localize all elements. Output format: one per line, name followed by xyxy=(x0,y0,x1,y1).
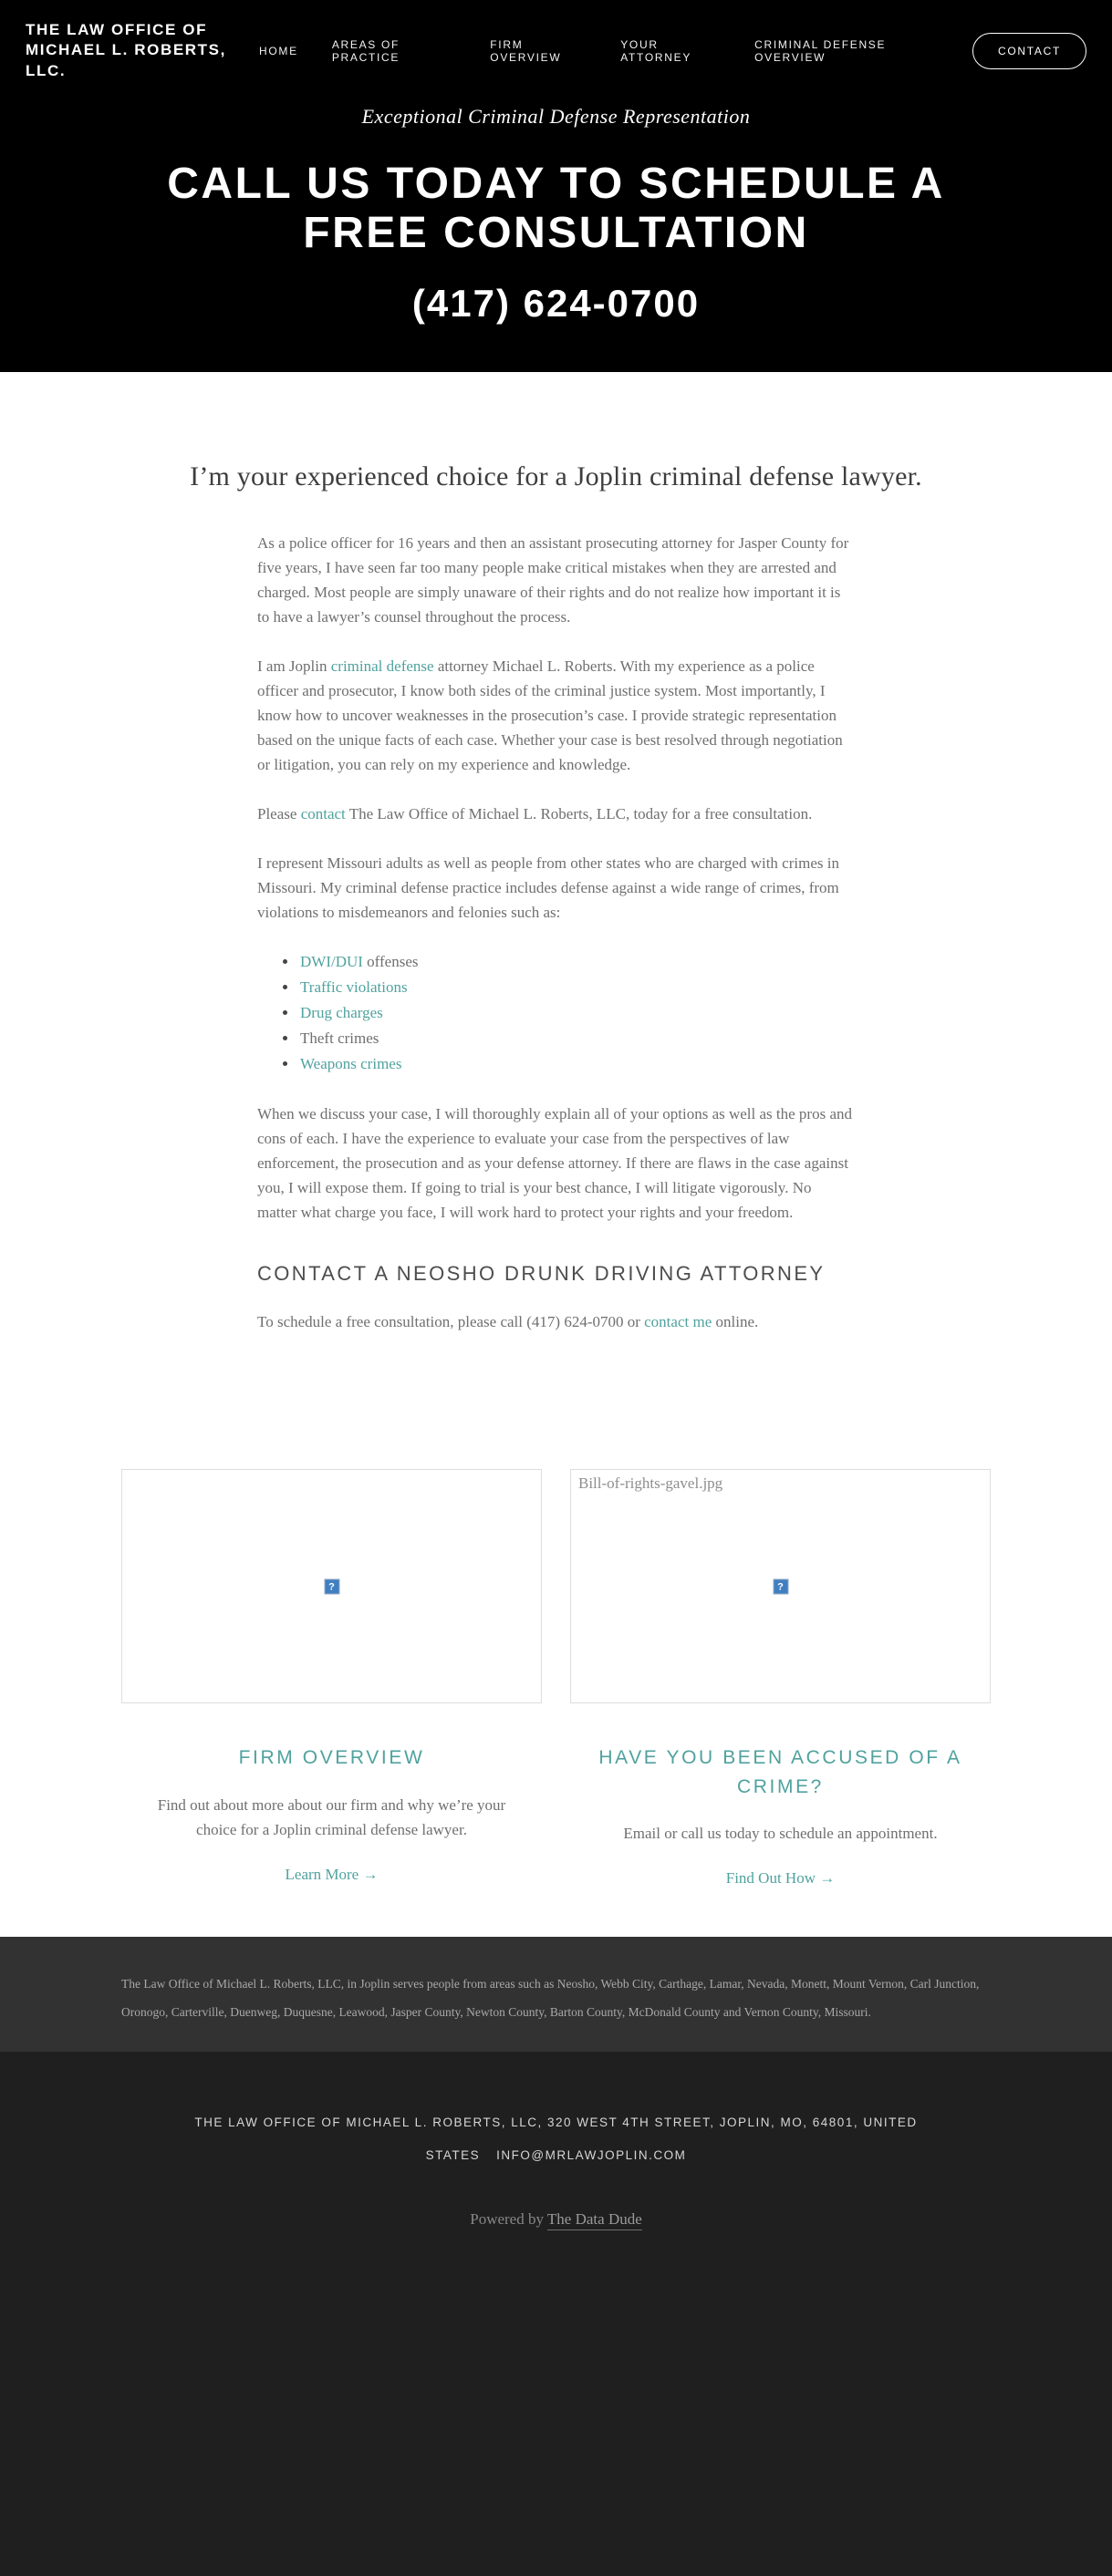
powered-by-text: Powered by xyxy=(470,2210,547,2228)
nav-item-areas-of-practice[interactable]: AREAS OF PRACTICE xyxy=(331,37,400,64)
traffic-violations-link[interactable]: Traffic violations xyxy=(300,978,408,996)
list-item-drug-charges xyxy=(298,1000,855,1026)
the-data-dude-link[interactable]: The Data Dude xyxy=(547,2210,642,2230)
intro-heading: I’m your experienced choice for a Joplin criminal defense lawyer. xyxy=(190,461,922,491)
footer-email-link[interactable]: INFO@MRLAWJOPLIN.COM xyxy=(496,2148,687,2162)
nav-item-firm-overview[interactable]: FIRM OVERVIEW xyxy=(490,37,562,64)
hero-tagline: Exceptional Criminal Defense Representation xyxy=(361,105,751,129)
paragraph-text: I am Joplin xyxy=(257,657,331,675)
contact-link[interactable]: contact xyxy=(300,805,346,822)
list-item-theft-crimes xyxy=(298,1026,855,1051)
contact-me-link[interactable]: contact me xyxy=(644,1313,712,1330)
card-heading-firm-overview: FIRM OVERVIEW xyxy=(238,1747,425,1768)
hero-phone-number: (417) 624-0700 xyxy=(411,282,701,326)
card-description: Email or call us today to schedule an appointment. xyxy=(623,1825,938,1842)
nav-item-home[interactable]: HOME xyxy=(259,44,298,57)
find-out-how-link[interactable]: Find Out How → xyxy=(725,1869,836,1887)
main-content xyxy=(0,372,1112,1937)
nav-item-your-attorney[interactable]: YOUR ATTORNEY xyxy=(620,37,692,64)
practice-areas-list xyxy=(257,949,855,1077)
paragraph-text: The Law Office of Michael L. Roberts, LLC, today for a free consultation. xyxy=(345,805,813,822)
list-item-text: Theft crimes xyxy=(300,1029,379,1047)
list-item-weapons-crimes xyxy=(298,1051,855,1077)
list-item-dwi-dui xyxy=(298,949,855,975)
neosho-attorney-heading: CONTACT A NEOSHO DRUNK DRIVING ATTORNEY xyxy=(257,1262,826,1285)
site-title[interactable]: THE LAW OFFICE OF MICHAEL L. ROBERTS, LLC. xyxy=(26,21,226,79)
contact-button[interactable]: CONTACT xyxy=(972,33,1086,69)
firm-overview-image xyxy=(121,1469,542,1703)
paragraph-text: attorney Michael L. Roberts. With my experience as a police officer and prosecutor, I know both sides of the criminal justice system. Most importantly, I know how to uncover weaknesses in the prosecution’s case. I provide strategic representation based on the unique facts of each case. Whether your case is best resolved through negotiation or litigation, you can rely on my experience and knowledge. xyxy=(257,657,843,773)
top-navigation-bar xyxy=(26,20,1086,81)
hero-section xyxy=(0,0,1112,372)
paragraph-discuss-case: When we discuss your case, I will thoroughly explain all of your options as well as the pros and cons of each. I have the experience to evaluate your case from the perspectives of law enforcement, the prosecution and as your defense attorney. If there are flaws in the case against you, I will expose them. If going to trial is your best chance, I will litigate vigorously. No matter what charge you face, I will work hard to protect your rights and your freedom. xyxy=(257,1105,853,1221)
dwi-dui-link[interactable]: DWI/DUI xyxy=(300,953,363,970)
card-description: Find out about more about our firm and why we’re your choice for a Joplin criminal defense lawyer. xyxy=(157,1795,506,1838)
paragraph-text: online. xyxy=(712,1313,759,1330)
footer-address: THE LAW OFFICE OF MICHAEL L. ROBERTS, LLC, 320 WEST 4TH STREET, JOPLIN, MO, 64801, UNITED STATES xyxy=(194,2116,918,2162)
paragraph-represent: I represent Missouri adults as well as people from other states who are charged with crimes in Missouri. My criminal defense practice includes defense against a wide range of crimes, from violations to misdemeanors and felonies such as: xyxy=(257,854,839,921)
drug-charges-link[interactable]: Drug charges xyxy=(300,1004,383,1021)
card-accused-of-crime xyxy=(570,1469,991,1888)
paragraph-please-contact xyxy=(257,802,855,826)
card-heading-accused: HAVE YOU BEEN ACCUSED OF A CRIME? xyxy=(598,1747,962,1797)
criminal-defense-link[interactable]: criminal defense xyxy=(330,657,434,675)
paragraph-attorney-intro xyxy=(257,654,855,777)
weapons-crimes-link[interactable]: Weapons crimes xyxy=(300,1055,402,1072)
main-nav xyxy=(259,33,1086,69)
nav-item-criminal-defense-overview[interactable]: CRIMINAL DEFENSE OVERVIEW xyxy=(754,37,887,64)
list-item-traffic-violations xyxy=(298,975,855,1000)
bill-of-rights-gavel-image xyxy=(570,1469,991,1703)
service-area-text: The Law Office of Michael L. Roberts, LLC, in Joplin serves people from areas such as Neosho, Webb City, Carthage, Lamar, Nevada, Monett, Mount Vernon, Carl Junction, Oronogo, Carterville, Duenweg, Duquesne, Leawood, Jasper County, Newton County, Barton County, McDonald County and Vernon County, Missouri. xyxy=(121,1977,980,2019)
paragraph-text: To schedule a free consultation, please call (417) 624-0700 or xyxy=(257,1313,645,1330)
broken-image-icon: ? xyxy=(324,1578,339,1594)
paragraph-text: Please xyxy=(257,805,301,822)
footer-address-block xyxy=(169,2106,944,2172)
paragraph-experience: As a police officer for 16 years and then an assistant prosecuting attorney for Jasper County for five years, I have seen far too many people make critical mistakes when they are arrested and charged. Most people are simply unaware of their rights and do not realize how important it is to have a lawyer’s counsel throughout the process. xyxy=(257,534,849,626)
image-alt-text: Bill-of-rights-gavel.jpg xyxy=(578,1474,723,1492)
footer xyxy=(0,2052,1112,2576)
list-item-text: offenses xyxy=(362,953,419,970)
paragraph-schedule xyxy=(257,1309,855,1334)
hero-heading: CALL US TODAY TO SCHEDULE A FREE CONSULTATION xyxy=(167,160,945,258)
powered-by xyxy=(0,2210,1112,2229)
card-firm-overview xyxy=(121,1469,542,1888)
learn-more-link[interactable]: Learn More → xyxy=(285,1865,379,1883)
body-text-column xyxy=(257,531,855,1334)
service-area-band xyxy=(0,1937,1112,2052)
cards-section xyxy=(0,1469,1112,1888)
broken-image-icon: ? xyxy=(773,1578,788,1594)
